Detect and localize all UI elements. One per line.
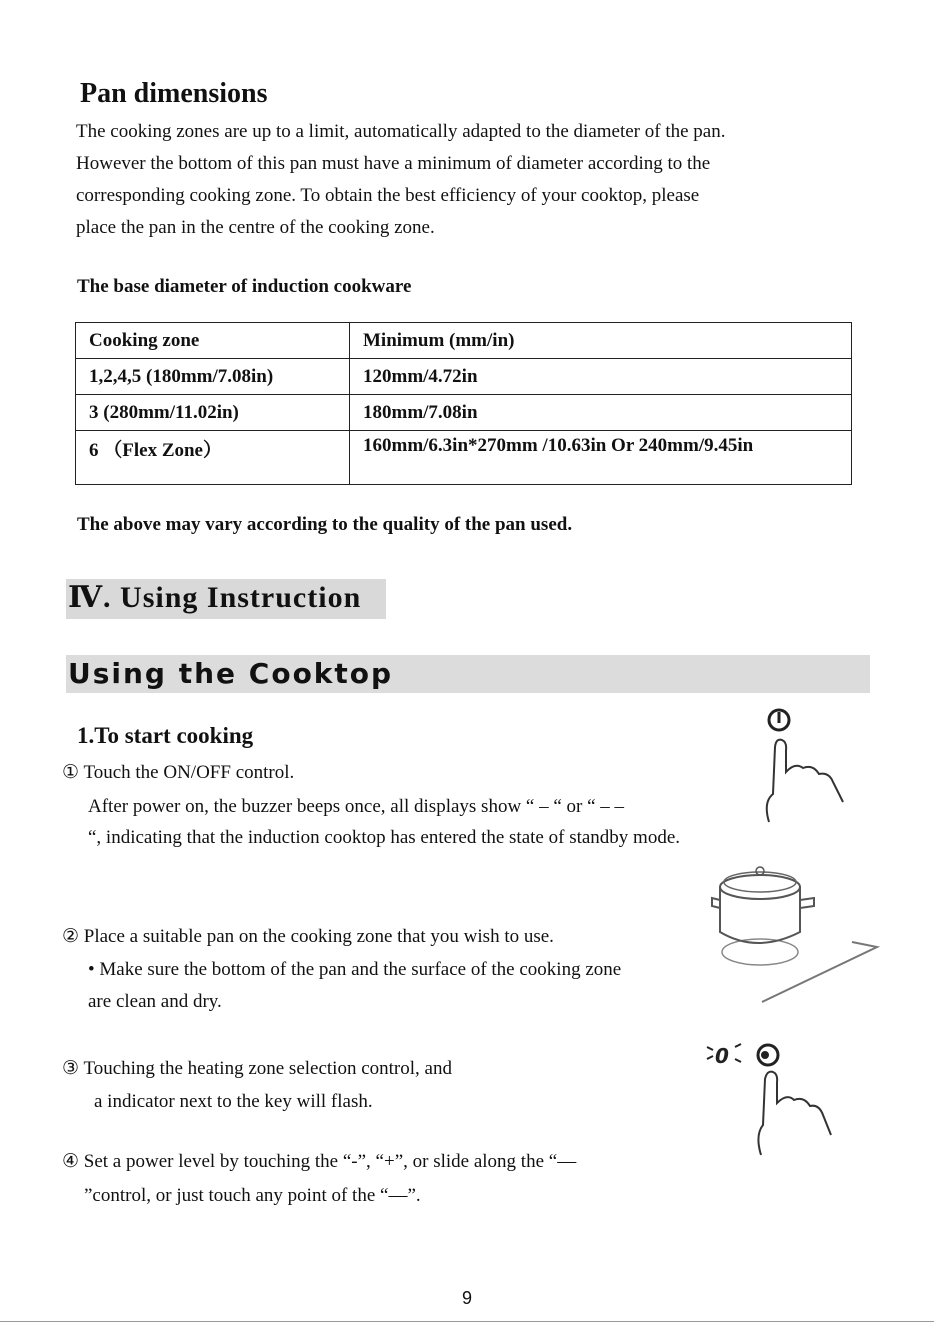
- table-row: [76, 359, 852, 395]
- step-1-detail: “, indicating that the induction cooktop has entered the state of standby mode.: [88, 827, 681, 848]
- table-cell: 1,2,4,5 (180mm/7.08in): [76, 359, 350, 395]
- zone-digit: 0: [715, 1044, 729, 1068]
- page-number: 9: [461, 1288, 472, 1308]
- step-3-detail: a indicator next to the key will flash.: [94, 1091, 373, 1112]
- zone-select-touch-icon: [705, 1035, 845, 1160]
- pan-dimensions-title: Pan dimensions: [80, 78, 268, 109]
- paragraph-line: However the bottom of this pan must have a minimum of diameter according to the: [76, 153, 711, 174]
- paragraph-line: The cooking zones are up to a limit, automatically adapted to the diameter of the pan.: [76, 121, 726, 142]
- variation-note: The above may vary according to the quality of the pan used.: [77, 514, 573, 535]
- pan-dimensions-paragraph: [76, 116, 856, 244]
- table-cell: 6 （Flex Zone）: [76, 431, 350, 485]
- section-title: Ⅳ. Using Instruction: [68, 581, 362, 614]
- paragraph-line: place the pan in the centre of the cooking zone.: [76, 217, 435, 238]
- table-cell: 120mm/4.72in: [350, 359, 852, 395]
- step-1-instruction: ① Touch the ON/OFF control.: [62, 762, 295, 783]
- table-cell: 3 (280mm/11.02in): [76, 395, 350, 431]
- step-title: 1.To start cooking: [77, 723, 254, 748]
- step-2-detail: • Make sure the bottom of the pan and the surface of the cooking zone: [88, 959, 622, 980]
- table-cell: 160mm/6.3in*270mm /10.63in Or 240mm/9.45in: [350, 431, 852, 485]
- table-cell: 180mm/7.08in: [350, 395, 852, 431]
- column-header: Minimum (mm/in): [350, 323, 852, 359]
- cookware-diameter-table: [75, 322, 852, 485]
- table-row: [76, 395, 852, 431]
- column-header: Cooking zone: [76, 323, 350, 359]
- paragraph-line: corresponding cooking zone. To obtain the best efficiency of your cooktop, please: [76, 185, 700, 206]
- step-2-detail: are clean and dry.: [88, 991, 222, 1012]
- table-header-row: [76, 323, 852, 359]
- power-button-touch-icon: [755, 702, 855, 827]
- step-4-detail: ”control, or just touch any point of the “—”.: [84, 1185, 421, 1206]
- footer-rule: [0, 1321, 934, 1322]
- table-heading: The base diameter of induction cookware: [77, 276, 412, 297]
- step-4-instruction: ④ Set a power level by touching the “-”, “+”, or slide along the “—: [62, 1151, 577, 1172]
- table-row: [76, 431, 852, 485]
- step-3-instruction: ③ Touching the heating zone selection control, and: [62, 1058, 452, 1079]
- step-2-instruction: ② Place a suitable pan on the cooking zone that you wish to use.: [62, 926, 554, 947]
- step-1-detail: After power on, the buzzer beeps once, all displays show “ – “ or “ – –: [88, 796, 625, 817]
- subsection-title: Using the Cooktop: [68, 657, 394, 690]
- pan-on-cooktop-icon: [712, 862, 882, 1007]
